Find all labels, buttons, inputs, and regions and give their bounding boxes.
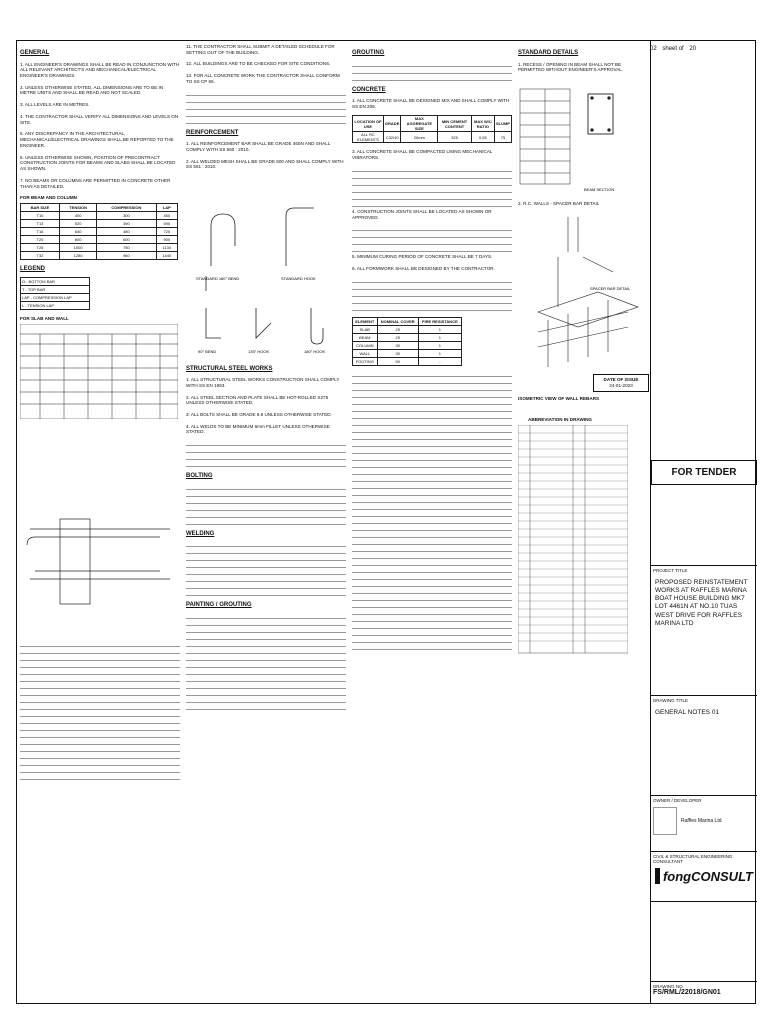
isometric-label: ISOMETRIC VIEW OF WALL REBARS bbox=[518, 395, 600, 401]
concrete-note: 5. MINIMUM CURING PERIOD OF CONCRETE SHALL BE 7 DAYS. bbox=[352, 254, 493, 260]
lap-table-beam bbox=[20, 203, 178, 260]
cell: 400 bbox=[59, 211, 96, 219]
owner-label: OWNER / DEVELOPER bbox=[653, 798, 702, 803]
contractor-note: 11. THE CONTRACTOR SHALL SUBMIT A DETAILED SCHEDULE FOR SETTING OUT OF THE BUILDING. bbox=[186, 44, 335, 55]
owner-name: Raffles Marina Ltd bbox=[681, 818, 722, 824]
table-header: SLUMP bbox=[494, 116, 511, 132]
cell: C32/40 bbox=[383, 132, 400, 143]
general-heading: GENERAL bbox=[20, 50, 50, 56]
date-label: DATE OF ISSUE bbox=[603, 377, 639, 383]
cell: 1 bbox=[418, 333, 461, 341]
drawing-number-label: DRAWING NO. bbox=[653, 984, 684, 989]
cell: 1130 bbox=[156, 243, 177, 251]
cell: 0.55 bbox=[471, 132, 494, 143]
general-note: 3. ALL LEVELS ARE IN METRES. bbox=[20, 102, 90, 108]
table-header: MIN CEMENT CONTENT bbox=[438, 116, 472, 132]
table-header: LAP bbox=[156, 203, 177, 211]
owner-logo bbox=[653, 807, 677, 835]
cell: SLAB bbox=[353, 325, 378, 333]
concrete-note: 6. ALL FORMWORK SHALL BE DESIGNED BY THE CONTRACTOR. bbox=[352, 266, 495, 272]
structural-steel-heading: STRUCTURAL STEEL WORKS bbox=[186, 365, 273, 372]
for-tender-stamp: FOR TENDER bbox=[651, 460, 757, 485]
drawing-title: GENERAL NOTES 01 bbox=[655, 709, 720, 716]
table-row bbox=[21, 243, 178, 251]
general-note: 5. ANY DISCREPANCY IN THE ARCHITECTURAL, MECHANICAL/ELECTRICAL DRAWINGS SHALL BE REPORTED TO THE ENGINEER. bbox=[20, 131, 174, 148]
standard-details-column bbox=[518, 44, 646, 657]
welding-heading: WELDING bbox=[186, 530, 215, 537]
consultant-logo-mark bbox=[655, 868, 660, 884]
legend-item: T - TOP BAR bbox=[21, 286, 90, 294]
table-header: LOCATION OF USE bbox=[353, 116, 384, 132]
cell: 75 bbox=[494, 132, 511, 143]
date-of-issue-box bbox=[593, 374, 649, 391]
beam-note: 1. RECESS / OPENING IN BEAM SHALL NOT BE PERMITTED WITHOUT ENGINEER'S APPROVAL. bbox=[518, 61, 624, 73]
engineer-label: CIVIL & STRUCTURAL ENGINEERING CONSULTANT bbox=[653, 854, 733, 864]
cell: 30 bbox=[377, 341, 418, 349]
abbreviation-heading: ABBREVIATION IN DRAWING bbox=[528, 417, 592, 423]
wall-rebar-detail bbox=[518, 212, 646, 372]
steel-note: 3. ALL BOLTS SHALL BE GRADE 8.8 UNLESS OTHERWISE STATED. bbox=[186, 412, 332, 418]
concrete-column bbox=[352, 44, 512, 652]
concrete-intro: 1. ALL CONCRETE SHALL BE DESIGNED MIX AND SHALL COMPLY WITH SS EN 206. bbox=[352, 98, 510, 109]
table-row bbox=[353, 349, 462, 357]
abbreviation-table bbox=[518, 425, 628, 655]
lap-table-wall-graphic bbox=[20, 324, 178, 419]
sheet-number-value: 02 bbox=[650, 46, 657, 52]
table-row bbox=[21, 251, 178, 259]
cell: 750 bbox=[97, 243, 156, 251]
steel-note: 2. ALL STEEL SECTION AND PLATE SHALL BE HOT-ROLLED S275 UNLESS OTHERWISE STATED. bbox=[186, 394, 329, 406]
drawing-number: FS/RML/22018/GN01 bbox=[653, 989, 721, 996]
cell: 960 bbox=[97, 251, 156, 259]
cell: T32 bbox=[21, 251, 60, 259]
cell: FOOTING bbox=[353, 357, 378, 365]
cell: 800 bbox=[59, 235, 96, 243]
table-row bbox=[21, 235, 178, 243]
reinforcement-column bbox=[186, 44, 346, 712]
spacer-bar-label: SPACER BAR DETAIL bbox=[590, 286, 631, 292]
general-note: 6. UNLESS OTHERWISE SHOWN, POSITION OF PRECONTRACT CONSTRUCTION JOINTS FOR BEAMS AND SLABS SHALL BE LOCATED AS SHOWN. bbox=[20, 154, 176, 172]
concrete-cover-table bbox=[352, 317, 462, 366]
cell: ALL RC ELEMENTS bbox=[353, 132, 384, 143]
cell: 1000 bbox=[59, 243, 96, 251]
title-block bbox=[650, 40, 757, 1004]
cell: 20mm bbox=[401, 132, 438, 143]
table-row bbox=[21, 219, 178, 227]
wall-note: 2. R.C. WALLS - SPACER BAR DETAIL bbox=[518, 200, 600, 206]
cell: T20 bbox=[21, 235, 60, 243]
project-title-label: PROJECT TITLE bbox=[653, 568, 688, 573]
standard-details-heading: STANDARD DETAILS bbox=[518, 50, 579, 56]
hook-label: STANDARD 180° BEND bbox=[196, 276, 240, 282]
cell: BEAM bbox=[353, 333, 378, 341]
hook-label: 135° HOOK bbox=[248, 348, 270, 354]
cell: 1280 bbox=[59, 251, 96, 259]
reinforcement-note: 2. ALL WELDED MESH SHALL BE GRADE 500 AND SHALL COMPLY WITH SS 561 : 2010. bbox=[186, 158, 344, 170]
date-value: 24-01-2023 bbox=[609, 382, 633, 388]
reinforcement-note: 1. ALL REINFORCEMENT BAR SHALL BE GRADE 460N AND SHALL COMPLY WITH SS 560 : 2010. bbox=[186, 141, 331, 152]
general-note: 7. NO BEAMS OR COLUMNS ARE PERMITTED IN CONCRETE OTHER THAN AS DETAILED. bbox=[20, 177, 171, 189]
concrete-heading: CONCRETE bbox=[352, 86, 386, 93]
table-header: MAX AGGREGATE SIZE bbox=[401, 116, 438, 132]
cell: T25 bbox=[21, 243, 60, 251]
cell: 50 bbox=[377, 357, 418, 365]
hook-details bbox=[186, 176, 346, 296]
table-row bbox=[353, 325, 462, 333]
table-row bbox=[21, 211, 178, 219]
beam-elevation-detail bbox=[20, 509, 178, 609]
slab-wall-heading: FOR SLAB AND WALL bbox=[20, 316, 69, 322]
steel-note: 4. ALL WELDS TO BE MINIMUM 6mm FILLET UNLESS OTHERWISE STATED. bbox=[186, 423, 330, 435]
sheet-total-value: 20 bbox=[689, 46, 697, 52]
table-header: BAR SIZE bbox=[21, 203, 60, 211]
table-row bbox=[21, 227, 178, 235]
table-header: ELEMENT bbox=[353, 317, 378, 325]
legend-table bbox=[20, 277, 90, 310]
hook-label: STANDARD HOOK bbox=[281, 276, 316, 282]
cell: 590 bbox=[156, 219, 177, 227]
sheet-of-label: sheet of bbox=[662, 46, 684, 52]
consultant-logo: fongCONSULT bbox=[662, 868, 753, 884]
cell: 900 bbox=[156, 235, 177, 243]
cell: T10 bbox=[21, 211, 60, 219]
legend-heading: LEGEND bbox=[20, 265, 46, 272]
cell: 1 bbox=[418, 341, 461, 349]
cell: 300 bbox=[97, 211, 156, 219]
beam-column-heading: FOR BEAM AND COLUMN bbox=[20, 195, 77, 201]
cell: WALL bbox=[353, 349, 378, 357]
contractor-note: 12. ALL BUILDINGS ARE TO BE CHECKED FOR SITE CONDITIONS. bbox=[186, 61, 331, 67]
cell: - bbox=[418, 357, 461, 365]
beam-section-label: BEAM SECTION bbox=[584, 186, 615, 192]
table-header: FIRE RESISTANCE bbox=[418, 317, 461, 325]
drawing-title-label: DRAWING TITLE bbox=[653, 698, 689, 703]
cell: 25 bbox=[377, 333, 418, 341]
bend-details bbox=[186, 298, 346, 358]
cell: 600 bbox=[97, 235, 156, 243]
general-note: 2. UNLESS OTHERWISE STATED, ALL DIMENSIONS ARE TO BE IN METRE UNITS AND SHALL BE READ AND NOT SCALED. bbox=[20, 84, 164, 96]
cell: 1 bbox=[418, 349, 461, 357]
table-header: NOMINAL COVER bbox=[377, 317, 418, 325]
steel-note: 1. ALL STRUCTURAL STEEL WORKS CONSTRUCTION SHALL COMPLY WITH SS EN 1993. bbox=[186, 377, 340, 388]
table-header: GRADE bbox=[383, 116, 400, 132]
hook-label: 180° HOOK bbox=[304, 348, 326, 354]
table-header: TENSION bbox=[59, 203, 96, 211]
cell: COLUMN bbox=[353, 341, 378, 349]
concrete-note: 4. CONSTRUCTION JOINTS SHALL BE LOCATED AS SHOWN OR APPROVED. bbox=[352, 208, 492, 220]
cell: 25 bbox=[377, 325, 418, 333]
bolting-heading: BOLTING bbox=[186, 473, 213, 480]
grouting-heading: GROUTING bbox=[352, 50, 385, 56]
legend-item: L - TENSION LAP bbox=[21, 302, 90, 310]
cell: 1440 bbox=[156, 251, 177, 259]
table-row bbox=[353, 132, 512, 143]
cell: 640 bbox=[59, 227, 96, 235]
beam-section-detail bbox=[518, 79, 646, 199]
table-row bbox=[353, 341, 462, 349]
cell: 30 bbox=[377, 349, 418, 357]
legend-item: LAP - COMPRESSION LAP bbox=[21, 294, 90, 302]
table-row bbox=[353, 333, 462, 341]
table-header: MAX W/C RATIO bbox=[471, 116, 494, 132]
cell: 390 bbox=[97, 219, 156, 227]
cell: 450 bbox=[156, 211, 177, 219]
cell: 480 bbox=[97, 227, 156, 235]
cell: 325 bbox=[438, 132, 472, 143]
reinforcement-heading: REINFORCEMENT bbox=[186, 129, 239, 136]
legend-item: Ω - BOTTOM BAR bbox=[21, 278, 90, 286]
painting-heading: PAINTING / GROUTING bbox=[186, 602, 252, 609]
cell: 520 bbox=[59, 219, 96, 227]
general-notes-column bbox=[20, 44, 180, 782]
concrete-mix-table bbox=[352, 115, 512, 143]
cell: T13 bbox=[21, 219, 60, 227]
table-row bbox=[353, 357, 462, 365]
general-note: 1. ALL ENGINEER'S DRAWINGS SHALL BE READ IN CONJUNCTION WITH ALL RELEVANT ARCHITECT'S AND MECHANICAL/ELECTRICAL ENGINEER'S DRAWINGS. bbox=[20, 61, 180, 78]
cell: T16 bbox=[21, 227, 60, 235]
contractor-note: 13. FOR ALL CONCRETE WORK THE CONTRACTOR SHALL CONFORM TO SS CP 65. bbox=[186, 73, 340, 84]
general-note: 4. THE CONTRACTOR SHALL VERIFY ALL DIMENSIONS AND LEVELS ON SITE. bbox=[20, 113, 179, 125]
table-header: COMPRESSION bbox=[97, 203, 156, 211]
project-title: PROPOSED REINSTATEMENT WORKS AT RAFFLES MARINA BOAT HOUSE BUILDING MK7 LOT 4461N AT NO.10 TUAS WEST DRIVE FOR RAFFLES MARINA LTD bbox=[655, 579, 748, 627]
cell: 1 bbox=[418, 325, 461, 333]
cell: 720 bbox=[156, 227, 177, 235]
hook-label: 90° BEND bbox=[198, 348, 217, 354]
concrete-note: 3. ALL CONCRETE SHALL BE COMPACTED USING MECHANICAL VIBRATORS. bbox=[352, 149, 493, 161]
